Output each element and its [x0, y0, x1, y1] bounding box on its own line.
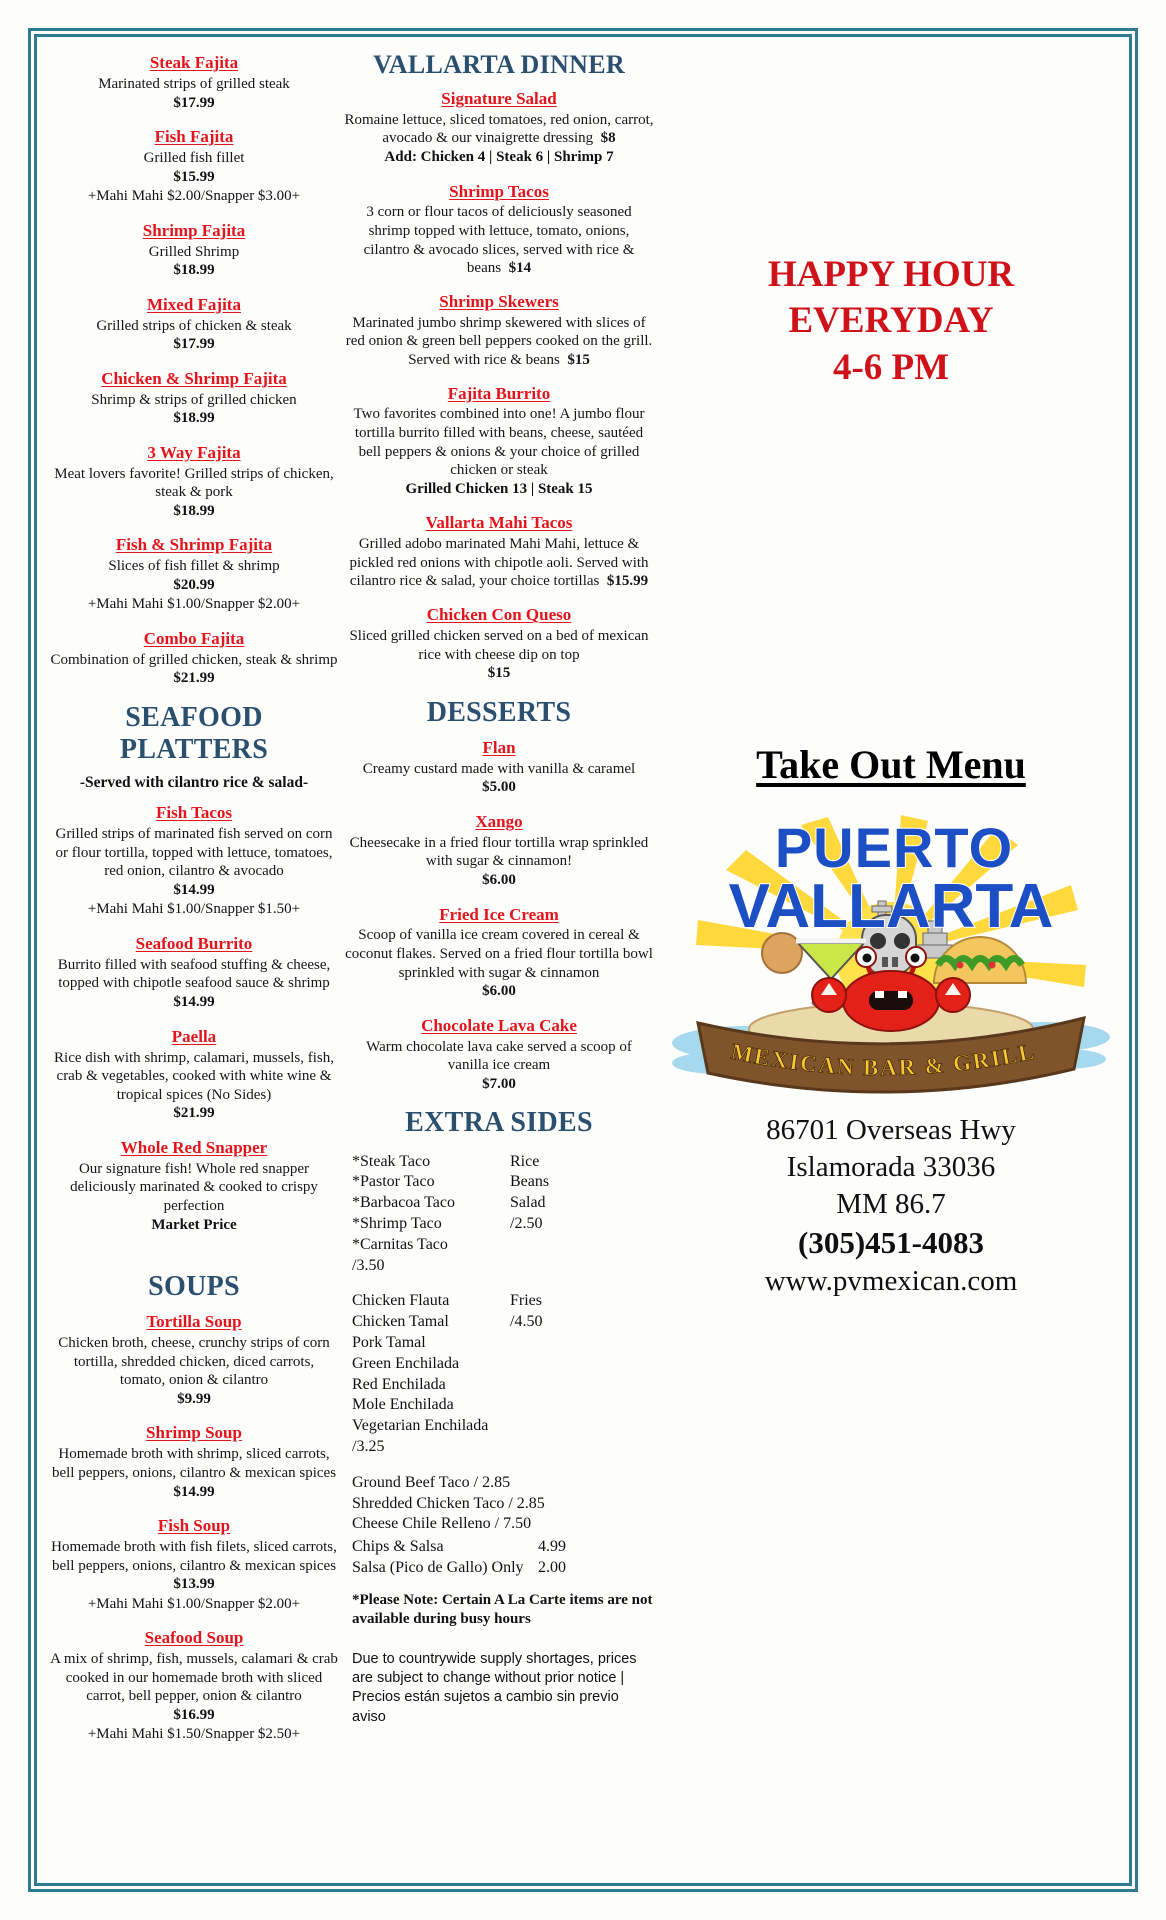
side-item-line: Fries [510, 1292, 542, 1310]
item-price: $18.99 [173, 262, 215, 279]
item-name: Chicken & Shrimp Fajita [101, 368, 287, 388]
item-price: $13.99 [173, 1576, 215, 1593]
entrees-list [352, 1291, 510, 1457]
side-item-line: /3.50 [352, 1256, 385, 1274]
item-price: $5.00 [482, 779, 516, 796]
item-name: Signature Salad [441, 88, 557, 108]
item-addon-note: +Mahi Mahi $2.00/Snapper $3.00+ [87, 188, 301, 205]
item-price: $7.00 [482, 1075, 516, 1092]
item-name: Fish & Shrimp Fajita [115, 535, 273, 555]
side-item-line: /2.50 [510, 1214, 543, 1232]
menu-item [50, 1627, 338, 1745]
menu-item [50, 1515, 338, 1614]
item-description: Burrito filled with seafood stuffing & cheese, topped with chipotle seafood sauce & shrimp [57, 956, 331, 992]
side-item-line: Cheese Chile Relleno / 7.50 [352, 1515, 532, 1533]
item-price: $6.00 [482, 872, 516, 889]
item-price: $14.99 [173, 881, 215, 898]
menu-item [50, 220, 338, 281]
item-name: Chocolate Lava Cake [421, 1015, 577, 1035]
fajitas-list [50, 52, 338, 689]
item-name: Chicken Con Queso [426, 605, 572, 625]
item-description: Marinated strips of grilled steak [98, 75, 290, 92]
dinner-list [344, 88, 654, 684]
item-price: $15.99 [173, 168, 215, 185]
item-description: Two favorites combined into one! A jumbo flour tortilla burrito filled with beans, cheese, sautéed bell peppers & onions & your choice of grilled chicken or steak [353, 406, 645, 479]
side-item-line: Chicken Tamal [352, 1313, 449, 1331]
item-description: Homemade broth with shrimp, sliced carrots, bell peppers, onions, cilantro & mexican spices [51, 1446, 337, 1481]
item-name: Seafood Soup [144, 1628, 244, 1648]
item-addon-note: +Mahi Mahi $1.50/Snapper $2.50+ [87, 1726, 301, 1743]
side-item-line: *Barbacoa Taco [352, 1194, 455, 1212]
side-item-line: *Carnitas Taco [352, 1235, 448, 1253]
item-description: A mix of shrimp, fish, mussels, calamari & crab cooked in our homemade broth with sliced carrot, bell pepper, onion & cilantro [50, 1651, 338, 1705]
menu-item [50, 1137, 338, 1235]
item-price: $18.99 [173, 502, 215, 519]
menu-item [50, 52, 338, 113]
item-price: Market Price [151, 1216, 237, 1233]
item-name: Seafood Burrito [135, 933, 253, 953]
side-item-line: Shredded Chicken Taco / 2.85 [352, 1494, 545, 1512]
item-price: $18.99 [173, 410, 215, 427]
happy-hour-line: EVERYDAY [788, 300, 994, 342]
menu-item [50, 368, 338, 429]
sides-a-list [510, 1152, 654, 1277]
menu-item [344, 604, 654, 684]
menu-item [344, 1015, 654, 1095]
side-item-line: *Pastor Taco [352, 1173, 435, 1191]
menu-item [50, 126, 338, 207]
side-item-line: Mole Enchilada [352, 1396, 454, 1414]
item-price: $20.99 [173, 576, 215, 593]
item-description: Grilled strips of chicken & steak [96, 317, 292, 334]
side-item-line: /3.25 [352, 1437, 385, 1455]
item-description: Homemade broth with fish filets, sliced carrots, bell peppers, onions, cilantro & mexican spices [51, 1538, 337, 1574]
side-item-line: /4.50 [510, 1313, 543, 1331]
item-description: Shrimp & strips of grilled chicken [91, 391, 297, 408]
item-description: Warm chocolate lava cake served a scoop of vanilla ice cream [366, 1038, 632, 1074]
phone-number: (305)451-4083 [798, 1225, 984, 1261]
item-price: $14.99 [173, 994, 215, 1011]
section-title-desserts: DESSERTS [426, 696, 572, 728]
logo-word-puerto: PUERTO [774, 815, 1014, 879]
address-line: MM 86.7 [836, 1187, 946, 1220]
section-title-soups: SOUPS [148, 1271, 240, 1302]
menu-item [50, 442, 338, 522]
item-price: $6.00 [482, 983, 516, 1000]
item-name: Fish Soup [157, 1516, 231, 1536]
item-bold-note: Add: Chicken 4 | Steak 6 | Shrimp 7 [384, 149, 614, 166]
address-line: Islamorada 33036 [786, 1150, 996, 1183]
section-title-seafood-platters: SEAFOOD PLATTERS [119, 701, 269, 766]
item-name: 3 Way Fajita [147, 442, 241, 462]
item-addon-note: +Mahi Mahi $1.00/Snapper $2.00+ [87, 1595, 301, 1612]
item-description: Rice dish with shrimp, calamari, mussels, fish, crab & vegetables, cooked with white wine & tropical spices (No Sides) [54, 1049, 334, 1103]
item-name: Fajita Burrito [447, 383, 551, 403]
item-description: Grilled fish fillet [143, 149, 245, 166]
item-description: Meat lovers favorite! Grilled strips of chicken, steak & pork [54, 465, 334, 501]
side-item-line: Green Enchilada [352, 1354, 460, 1372]
side-item-line: Beans [510, 1173, 550, 1191]
address-block [660, 1112, 1122, 1300]
menu-item [344, 811, 654, 891]
menu-item [50, 294, 338, 355]
middle-column [344, 50, 654, 1727]
happy-hour-line: HAPPY HOUR [767, 254, 1015, 295]
sides-group-entrees [352, 1291, 654, 1457]
item-description: Grilled adobo marinated Mahi Mahi, lettuce & pickled red onions with chipotle aoli. Served with cilantro rice & salad, your choice tortillas $15.99 [349, 536, 649, 590]
menu-item [50, 628, 338, 689]
item-name: Whole Red Snapper [120, 1137, 268, 1157]
take-out-menu-title: Take Out Menu [756, 741, 1026, 787]
item-price: $21.99 [173, 670, 215, 687]
item-name: Fish Tacos [155, 803, 233, 823]
tacos-list [352, 1152, 510, 1277]
item-price: $21.99 [173, 1105, 215, 1122]
menu-item [344, 181, 654, 278]
item-name: Shrimp Soup [146, 1423, 242, 1443]
left-column [50, 52, 338, 1758]
seafood-platters-list [50, 802, 338, 1235]
item-description: Combination of grilled chicken, steak & shrimp [50, 651, 338, 668]
right-column [660, 52, 1122, 1300]
menu-item [50, 1026, 338, 1124]
item-description: Grilled Shrimp [148, 243, 240, 260]
item-description: Grilled strips of marinated fish served on corn or flour tortilla, topped with lettuce, tomatoes, red onion, cilantro & avocado [55, 826, 333, 880]
priced-side-row: Salsa (Pico de Gallo) Only 2.00 [352, 1558, 566, 1576]
item-name: Mixed Fajita [147, 294, 241, 314]
menu-item [344, 291, 654, 370]
item-price: $17.99 [173, 94, 215, 111]
sides-b-list [510, 1291, 654, 1457]
address-line: 86701 Overseas Hwy [766, 1113, 1016, 1146]
item-description: Slices of fish fillet & shrimp [108, 558, 280, 575]
happy-hour-line: 4-6 PM [832, 346, 950, 388]
side-item-line: Red Enchilada [352, 1375, 446, 1393]
menu-item [50, 933, 338, 1013]
item-name: Xango [475, 811, 523, 831]
banner-text: MEXICAN BAR & GRILL [728, 1038, 1039, 1080]
menu-item [50, 1422, 338, 1502]
item-name: Fried Ice Cream [439, 904, 559, 924]
restaurant-logo [660, 815, 1122, 1106]
item-description: Marinated jumbo shrimp skewered with slices of red onion & green bell peppers cooked on the grill. Served with rice & beans $15 [345, 314, 653, 368]
item-description: Creamy custard made with vanilla & caramel [362, 760, 636, 777]
item-name: Vallarta Mahi Tacos [425, 513, 573, 533]
item-description: Cheesecake in a fried flour tortilla wrap sprinkled with sugar & cinnamon! [349, 834, 649, 870]
menu-item [344, 88, 654, 168]
item-price: $14.99 [173, 1483, 215, 1500]
item-description: Our signature fish! Whole red snapper deliciously marinated & cooked to crispy perfection [70, 1160, 318, 1214]
item-price: $17.99 [173, 336, 215, 353]
restaurant-logo-graphic [666, 815, 1116, 1101]
side-item-line: Chicken Flauta [352, 1292, 450, 1310]
side-item-line: Vegetarian Enchilada [352, 1417, 489, 1435]
section-title-extra-sides: EXTRA SIDES [405, 1107, 593, 1139]
menu-item [50, 1311, 338, 1409]
item-name: Shrimp Fajita [142, 220, 246, 240]
side-item-line: Pork Tamal [352, 1333, 426, 1351]
item-name: Flan [482, 737, 516, 757]
item-description: Scoop of vanilla ice cream covered in cereal & coconut flakes. Served on a fried flour tortilla bowl sprinkled with sugar & cinnamon [345, 927, 653, 981]
priced-side-row: Chips & Salsa 4.99 [352, 1538, 566, 1556]
item-name: Shrimp Tacos [449, 181, 549, 201]
alacarte-note: *Please Note: Certain A La Carte items are not available during busy hours [352, 1591, 653, 1628]
item-description: 3 corn or flour tacos of deliciously seasoned shrimp topped with lettuce, tomato, onions, cilantro & avocado slices, served with rice & beans $14 [363, 204, 635, 277]
extra-sides-block [344, 1152, 654, 1727]
item-price: $15 [487, 665, 511, 682]
side-item-line: Salad [510, 1194, 546, 1212]
seafood-platters-subtitle: -Served with cilantro rice & salad- [79, 774, 309, 792]
item-name: Fish Fajita [154, 127, 234, 147]
menu-item [344, 904, 654, 1002]
sides-group-tacos [352, 1152, 654, 1277]
menu-item [50, 534, 338, 615]
item-bold-note: Grilled Chicken 13 | Steak 15 [405, 480, 593, 497]
side-item-line: *Steak Taco [352, 1152, 431, 1170]
side-item-line: Rice [510, 1152, 540, 1170]
item-description: Sliced grilled chicken served on a bed of mexican rice with cheese dip on top [349, 628, 649, 663]
desserts-list [344, 737, 654, 1095]
soups-list [50, 1311, 338, 1745]
priced-items [352, 1537, 654, 1579]
item-name: Shrimp Skewers [439, 291, 559, 311]
menu-item [344, 512, 654, 591]
menu-item [50, 802, 338, 920]
side-item-line: *Shrimp Taco [352, 1214, 442, 1232]
menu-item [344, 383, 654, 500]
item-addon-note: +Mahi Mahi $1.00/Snapper $2.00+ [87, 596, 301, 613]
item-name: Steak Fajita [149, 53, 239, 72]
item-price: $16.99 [173, 1706, 215, 1723]
item-addon-note: +Mahi Mahi $1.00/Snapper $1.50+ [87, 901, 301, 918]
logo-word-vallarta: VALLARTA [728, 871, 1054, 941]
side-item-line: Ground Beef Taco / 2.85 [352, 1473, 511, 1491]
section-title-vallarta-dinner: VALLARTA DINNER [373, 50, 625, 79]
alacarte-list [352, 1473, 654, 1535]
item-name: Paella [171, 1026, 217, 1046]
taco-graphic [934, 937, 1026, 983]
item-price: $9.99 [177, 1390, 211, 1407]
item-name: Combo Fajita [143, 628, 245, 648]
happy-hour-banner [660, 252, 1122, 391]
price-disclaimer: Due to countrywide supply shortages, prices are subject to change without prior notice | Precios están sujetos a cambio sin previo aviso [352, 1650, 637, 1725]
item-description: Romaine lettuce, sliced tomatoes, red onion, carrot, avocado & our vinaigrette dressing $8 [344, 111, 654, 147]
item-description: Chicken broth, cheese, crunchy strips of corn tortilla, shredded chicken, diced carrots, tomato, onion & cilantro [58, 1335, 330, 1389]
website-url: www.pvmexican.com [764, 1264, 1018, 1297]
menu-item [344, 737, 654, 798]
item-name: Tortilla Soup [146, 1312, 242, 1332]
